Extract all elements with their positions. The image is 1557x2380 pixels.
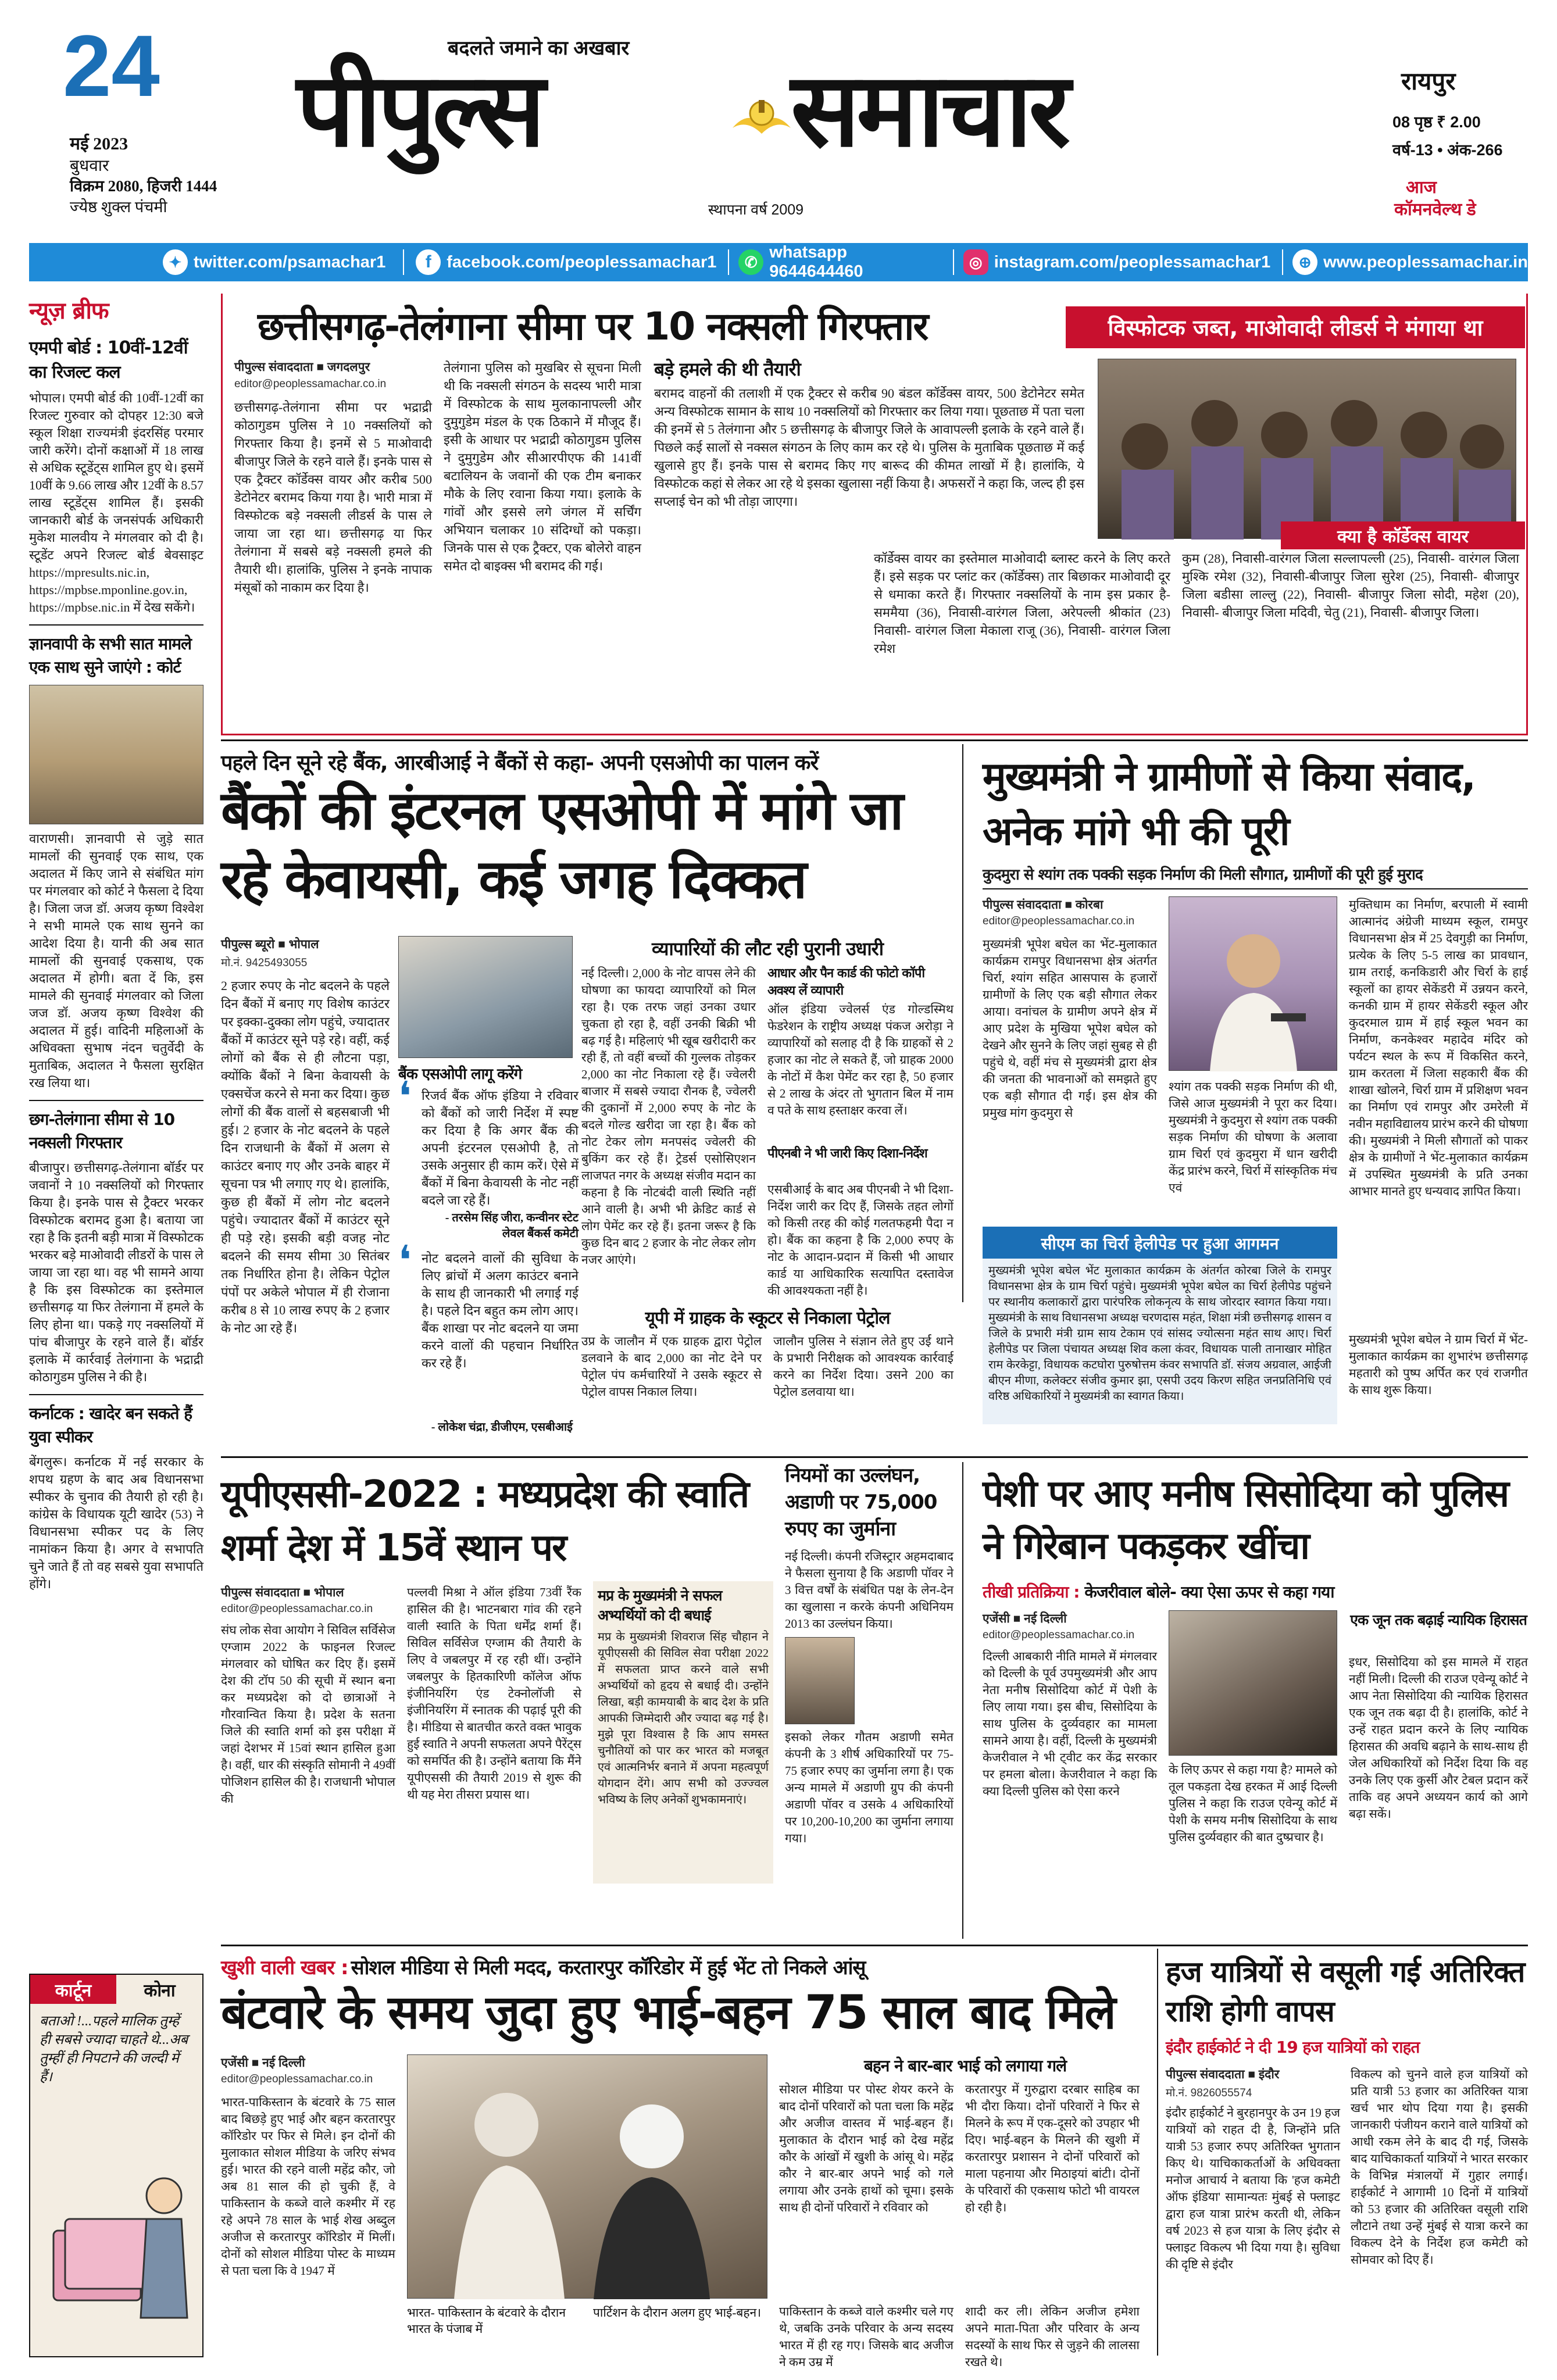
lead-col1: छत्तीसगढ़-तेलंगाना सीमा पर भद्राद्री कोठागुडम पुलिस ने 10 नक्सलियों को गिरफ्तार किया है। इनमें से 5 माओवादी बीजापुर जिले के रहने वाले हैं। इनके पास से एक ट्रैक्टर कॉर्डेक्स वायर और करीब 500 डेटोनेटर बरामद किया गया है। भारी मात्रा में विस्फोटक बड़े नक्सली लीडर्स के पास ले जाया जा रहा था। छत्तीसगढ़ या फिर तेलंगाना में सबसे बड़े नक्सली हमले की तैयारी थी। हालांकि, पुलिस ने इनके नापाक मंसूबों को नाकाम कर दिया है।	[234, 400, 432, 595]
divider	[221, 739, 1528, 741]
helipad-body: मुख्यमंत्री भूपेश बघेल भेंट मुलाकात कार्यक्रम के अंतर्गत कोरबा जिले के रामपुर विधानसभा क्षेत्र के ग्राम चिर्रा पहुंचे। मुख्यमंत्री भूपेश बघेल का चिर्रा हेलीपेड पहुंचने पर स्थानीय कलाकारों द्वारा पारंपरिक लोकनृत्य के साथ जोरदार स्वागत किया गया। मुख्यमंत्री के साथ विधानसभा अध्यक्ष चरणदास महंत, शिक्षा मंत्री छत्तीसगढ़ शासन व जिले के प्रभारी मंत्री ग्राम साय टेकाम एवं सांसद ज्योत्सना महंत साथ आए। चिर्रा हेलीपेड पर जिला पंचायत अध्यक्ष शिव कला कंवर, विधायक पाली तानाखार मोहित राम केरकेट्टा, विधायक कटघोरा पुरुषोत्तम कंवर सभापति डॉ. संजय अग्रवाल, आईजी बीएन मीणा, कलेक्टर संजीव कुमार झा, एसपी उदय किरण सहित जनप्रतिनिधि एवं वरिष्ठ अधिकारियों ने मुख्यमंत्री का स्वागत किया।	[988, 1264, 1331, 1403]
lead-col5: कुम (28), निवासी-वारंगल जिला सल्लापल्ली (25), निवासी- वारंगल जिला मुश्कि रमेश (32), निवासी-बीजापुर जिला सुरेश (25), निवासी- बीजापुर जिला बडीसा लाल्लु (22), निवासी- बीजापुर जिला सोदी, महेश (20), निवासी- बीजापुर जिला मदिवी, चेतु (21), निवासी- बीजापुर जिला।	[1182, 551, 1519, 620]
cm-headline: मुख्यमंत्री ने ग्रामीणों से किया संवाद, अनेक मांगे भी की पूरी	[983, 754, 1476, 855]
haj-deck: इंदौर हाईकोर्ट ने दी 19 हज यात्रियों को राहत	[1166, 2038, 1420, 2057]
divider	[962, 1462, 963, 1939]
news-brief-title: न्यूज़ ब्रीफ	[29, 298, 109, 324]
globe-icon: ⊕	[1292, 249, 1317, 275]
bank-counter-photo	[398, 936, 573, 1058]
cartoon-corner: कोना	[144, 1980, 175, 2001]
partition-col1: भारत-पाकिस्तान के बंटवारे के 75 साल बाद बिछड़े हुए भाई और बहन करतारपुर कॉरिडोर पर फिर से मिले। इन दोनों की मुलाकात सोशल मीडिया के जरिए संभव हुई। भारत की रहने वाली महेंद्र कौर, जो अब 81 साल की हो चुकी हैं, वे पाकिस्तान के कब्जे वाले कश्मीर में रह रहे अपने 78 साल के भाई शेख अब्दुल अजीज से करतारपुर कॉरिडोर में मिलीं। दोनों को सोशल मीडिया पोस्ट के माध्यम से पता चला कि वे 1947 में	[221, 2095, 395, 2278]
traders-body: नई दिल्ली। 2,000 के नोट वापस लेने की घोषणा का फायदा व्यापारियों को मिल रहा है। एक तरफ जहां उनका उधार चुकता हो रहा है, वहीं उनकी बिक्री भी बढ़ गई है। महिलाएं भी खूब खरीदारी कर रही हैं, तो वहीं बच्चों की गुल्लक तोड़कर 2,000 का नोट निकाला रहे हैं। ज्वेलरी बाजार में सबसे ज्यादा रौनक है, ज्वेलरी की दुकानों में 2,000 रुपए के नोट के बदले गोल्ड खरीदा जा रहा है। बैंक को नोट टेकर लोग मनपसंद ज्वेलरी की बुकिंग कर रहे हैं। ट्रेडर्स एसोसिएशन लाजपत नगर के अध्यक्ष संजीव मदान का कहना है कि नोटबंदी वाली स्थिति नहीं आने वाली है। अभी भी क्रेडिट कार्ड से लोग पेमेंट कर रहे हैं। इतना जरूर है कि कुछ दिन बाद 2 हजार के नोट लेकर लोग नजर आएंगे।	[581, 966, 756, 1267]
cm-col3: मुक्तिधाम का निर्माण, बरपाली में स्वामी आत्मानंद अंग्रेजी माध्यम स्कूल, रामपुर विधानसभा क्षेत्र में 25 देवगुड़ी का निर्माण, प्रत्येक के लिए 5-5 लाख का प्रावधान, ग्राम तराई, कनकिडारी और चिर्रा के हाई स्कूलों का हायर सेकेंडरी में उन्नयन करने, कनकी ग्राम में हायर सेकेंडरी स्कूल और कुदरमाल ग्राम में हाई स्कूल भवन का निर्माण, कनकेश्वर महादेव मंदिर को पर्यटन स्थल के रूप में विकसित करने, ग्राम करतला में जिला सहकारी बैंक की शाखा खोलने, चिर्रा ग्राम में प्रशिक्षण भवन का निर्माण एवं रामपुर और उमरेली में नवीन महाविद्यालय प्रारंभ करने की घोषणा की। मुख्यमंत्री ने मिली सौगातों को पाकर क्षेत्र के ग्रामीणों ने भेंट-मुलाकात कार्यक्रम में उपस्थित मुख्यमंत्री के प्रति उनका आभार मानते हुए धन्यवाद ज्ञापित किया।	[1349, 898, 1528, 1198]
bank-quote2-by: - लोकेश चंद्रा, डीजीएम, एसबीआई	[431, 1421, 573, 1434]
upsc-col2: पल्लवी मिश्रा ने ऑल इंडिया 73वीं रैंक हासिल की है। भाटनबारा गांव की रहने वाली स्वाति के पिता धर्मेंद्र शर्मा हैं। सिविल सर्विसेज एग्जाम की तैयारी के लिए वे जबलपुर में रह रही थीं। उन्होंने जबलपुर के हितकारिणी कॉलेज ऑफ इंजीनियरिंग एंड टेक्नोलॉजी से इंजीनियरिंग में स्नातक की पढ़ाई पूरी की है। मीडिया से बातचीत करते वक्त भावुक हुई स्वाति ने अपनी सफलता अपने पैरेंट्स को समर्पित की है। उन्होंने बताया कि मैंने यूपीएससी की तैयारी 2019 से शुरू की थी यह मेरा तीसरा प्रयास था।	[407, 1585, 581, 1802]
cartoon-label: कार्टून	[30, 1975, 116, 2004]
up-col1: उप्र के जालौन में एक ग्राहक द्वारा पेट्रोल डलवाने के बाद 2,000 का नोट देने पर पेट्रोल पंप कर्मचारियों ने उसके स्कूटर से पेट्रोल वापस निकाल लिया।	[581, 1334, 762, 1399]
bank-quote1: रिजर्व बैंक ऑफ इंडिया ने रविवार को बैंकों को जारी निर्देश में स्पष्ट कर दिया है कि अगर बैंक की अपनी इंटरनल एसओपी है, तो उसके अनुसार ही काम करें। ऐसे में बैंकों में बिना केवायसी के नोट नहीं बदले जा रहे हैं।	[422, 1088, 578, 1207]
haj-col2: विकल्प को चुनने वाले हज यात्रियों को प्रति यात्री 53 हजार का अतिरिक्त यात्रा खर्च भार थोप दिया गया है। इसकी जानकारी पंजीयन कराने वाले यात्रियों को आधी रकम लेने के बाद दी गई, जिसके बाद याचिकाकर्ता यात्रियों ने भारत सरकार के विभिन्न मंत्रालयों में गुहार लगाई। हाईकोर्ट ने आगामी 10 दिनों में यात्रियों को 53 हजार की अतिरिक्त वसूली राशि लौटाने तथा उन्हें मुंबई से यात्रा करने का विकल्प देने के निर्देश हज कमेटी को सोमवार को दिए हैं।	[1351, 2067, 1528, 2267]
cm-speaking-photo	[1169, 896, 1337, 1071]
jyeshtha-date: ज्येष्ठ शुक्ल पंचमी	[70, 198, 167, 216]
lead-byline: पीपुल्स संवाददाता ■ जगदलपुर	[234, 360, 370, 374]
partition-kicker	[221, 1953, 1151, 1980]
divider	[221, 1456, 1528, 1458]
partition-subhead: बहन ने बार-बार भाई को लगाया गले	[863, 2056, 1067, 2075]
upsc-email: editor@peoplessamachar.co.in	[221, 1603, 373, 1615]
traders-side2-body: एसबीआई के बाद अब पीएनबी ने भी दिशा-निर्देश जारी कर दिए हैं, जिसके तहत लोगों को किसी तरह की कोई गलतफहमी पैदा न हो। बैंक का कहना है कि 2,000 रुपए के नोट के आदान-प्रदान में किसी भी आधार कार्ड या आधिकारिक सत्यापित दस्तावेज की आवश्यकता नहीं है।	[767, 1182, 954, 1298]
lead-story	[221, 294, 1528, 735]
helipad-box	[983, 1227, 1337, 1424]
divider	[221, 1945, 1528, 1946]
varanasi-photo	[29, 685, 203, 824]
bank-headline: बैंकों की इंटरनल एसओपी में मांगे जा रहे केवायसी, कई जगह दिक्कत	[221, 780, 902, 910]
cm-col1: मुख्यमंत्री भूपेश बघेल का भेंट-मुलाकात कार्यक्रम रामपुर विधानसभा क्षेत्र अंतर्गत चिर्रा, श्यांग सहित आसपास के हजारों ग्रामीणों के लिए एक बड़ी सौगात लेकर आया। वनांचल के ग्रामीण अपने क्षेत्र में आए प्रदेश के मुखिया भूपेश बघेल को देखने और सुनने के लिए जहां सुबह से ही पहुंचे थे, वहीं मंच से मुख्यमंत्री द्वारा क्षेत्र की जनता की भावनाओं को समझते हुए एक बड़ी सौगात दी गई। इस क्षेत्र की प्रमुख मांग कुदमुरा से	[983, 937, 1157, 1120]
sisodia-side-headline: एक जून तक बढ़ाई न्यायिक हिरासत	[1350, 1611, 1527, 1628]
partition-col5: शादी कर ली। लेकिन अजीज हमेशा अपने माता-पिता और परिवार के अन्य सदस्यों के साथ फिर से जुड़ने की लालसा रखते थे।	[965, 2304, 1140, 2369]
upsc-side-box	[593, 1581, 773, 1884]
today-label: आज	[1406, 178, 1437, 197]
title-left: पीपुल्स	[297, 51, 542, 170]
kicker-label: खुशी वाली खबर :	[221, 1956, 348, 1979]
cm-col4: मुख्यमंत्री भूपेश बघेल ने ग्राम चिर्रा में भेंट-मुलाकात कार्यक्रम का शुभारंभ छत्तीसगढ़ महतारी को पुष्प अर्पित कर एवं राजगीत के साथ शुरू किया।	[1349, 1332, 1528, 1397]
instagram-link[interactable]: instagram.com/peoplessamachar1	[994, 252, 1271, 271]
bank-photo-caption: बैंक एसओपी लागू करेंगे	[398, 1066, 522, 1083]
vikram-date: विक्रम 2080, हिजरी 1444	[70, 177, 217, 195]
cm-deck: कुदमुरा से श्यांग तक पक्की सड़क निर्माण की मिली सौगात, ग्रामीणों की पूरी हुई मुराद	[983, 866, 1423, 884]
adani-story	[785, 1462, 954, 1939]
social-bar-content	[29, 243, 1528, 281]
divider	[962, 744, 963, 1302]
sisodia-photo	[1169, 1610, 1337, 1756]
whatsapp-icon: ✆	[738, 249, 763, 275]
brief-4-headline: कर्नाटक : खादेर बन सकते हैं युवा स्पीकर	[29, 1404, 192, 1446]
lead-col2: तेलंगाना पुलिस को मुखबिर से सूचना मिली थी कि नक्सली संगठन के सदस्य भारी मात्रा में विस्फोटक के साथ मुलकानापल्ली और दुमुगुडेम मंडल के एक ठिकाने में मौजूद हैं। इसी के आधार पर भद्राद्री कोठागुडम पुलिस ने दुमुगुडेम और सीआरपीएफ की 141वीं बटालियन के जवानों की एक टीम बनाकर मौके के लिए रवाना किया गया। इलाके के गांवों और इससे लगे जंगल में सर्चिंग अभियान चलाकर 10 संदिग्धों को पकड़ा। जिनके पास से एक ट्रैक्टर, एक बोलेरो वाहन समेत दो बाइक्स भी बरामद की गई।	[444, 360, 641, 573]
partition-col3: करतारपुर में गुरुद्वारा दरबार साहिब का भी दौरा किया। दोनों परिवारों ने फिर से मिलने के रूप में एक-दूसरे को उपहार भी दिए। भाई-बहन के मिलने की खुशी में करतारपुर प्रशासन ने दोनों परिवारों को माला पहनाया और मिठाइयां बांटी। दोनों के परिवारों की एकसाथ फोटो भी वायरल हो रही है।	[965, 2082, 1140, 2214]
sisodia-col2: के लिए ऊपर से कहा गया है? मामले को तूल पकड़ता देख हरकत में आई दिल्ली पुलिस ने कहा कि राउज एवेन्यू कोर्ट में पेशी के समय मनीष सिसोदिया के साथ पुलिस दुर्व्यवहार की बात दुष्प्रचार है।	[1169, 1763, 1337, 1844]
sisodia-email: editor@peoplessamachar.co.in	[983, 1629, 1135, 1641]
traders-headline: व्यापारियों की लौट रही पुरानी उधारी	[651, 938, 883, 960]
up-headline: यूपी में ग्राहक के स्कूटर से निकाला पेट्रोल	[645, 1308, 890, 1328]
title-right: समाचार	[791, 51, 1067, 170]
siblings-reunion-photo	[407, 2054, 767, 2299]
haj-mobile: मो.नं. 9826055574	[1166, 2087, 1252, 2099]
arrested-naxals-photo	[1098, 359, 1516, 539]
haj-col1: इंदौर हाईकोर्ट ने बुरहानपुर के उन 19 हज यात्रियों को राहत दी है, जिन्होंने प्रति यात्री 53 हजार रुपए अतिरिक्त भुगतान किए थे। याचिकाकर्ताओं के अधिवक्ता मनोज आचार्य ने बताया कि 'हज कमेटी ऑफ इंडिया' सामान्यतः मुंबई से फ्लाइट द्वारा हज यात्रा प्रारंभ करती थी, लेकिन वर्ष 2023 से हज यात्रा के लिए इंदौर से फ्लाइट विकल्प भी दिया गया है। सुविधा की दृष्टि से इंदौर	[1166, 2106, 1340, 2271]
divider	[29, 1100, 203, 1101]
cm-figure	[1169, 897, 1338, 1071]
reaction-label: तीखी प्रतिक्रिया :	[983, 1582, 1080, 1602]
tagline: बदलते जमाने का अखबार	[448, 37, 630, 59]
sisodia-side-body: इधर, सिसोदिया को इस मामले में राहत नहीं मिली। दिल्ली की राउज एवेन्यू कोर्ट ने आप नेता सिसोदिया की न्यायिक हिरासत एक जून तक बढ़ा दी है। हालांकि, कोर्ट ने उन्हें राहत प्रदान करने के लिए न्यायिक हिरासत की अवधि बढ़ाने के साथ-साथ ही जेल अधिकारियों को निर्देश दिया कि वह उनके लिए एक कुर्सी और टेबल प्रदान करें ताकि वह अपने अध्ययन कार्य को आगे बढ़ा सकें।	[1349, 1655, 1528, 1821]
haj-headline: हज यात्रियों से वसूली गई अतिरिक्त राशि होगी वापस	[1166, 1955, 1525, 2028]
quote-mark-icon: ❛	[398, 1239, 412, 1284]
adani-photo	[785, 1637, 855, 1724]
web-link[interactable]: www.peoplessamachar.in	[1323, 252, 1528, 271]
whatsapp-link[interactable]: whatsapp 9644644460	[769, 243, 863, 281]
founded: स्थापना वर्ष 2009	[708, 202, 804, 218]
sisodia-reaction	[983, 1581, 1528, 1603]
bank-quote2: नोट बदलने वालों की सुविधा के लिए ब्रांचों में अलग काउंटर बनाने के साथ ही जानकारी भी लगाई गई है। पहले दिन बहुत कम लोग आए। बैंक शाखा पर नोट बदलने या जमा करने वालों की पहचान निर्धारित कर रहे हैं।	[422, 1251, 578, 1370]
upsc-col1: संघ लोक सेवा आयोग ने सिविल सर्विसेज एग्जाम 2022 के फाइनल रिजल्ट मंगलवार को घोषित कर दिए हैं। इसमें देश की टॉप 50 की सूची में स्थान बना कर मध्यप्रदेश को दो छात्राओं ने गौरवान्वित किया है। प्रदेश के सतना जिले की स्वाति शर्मा को इस परीक्षा में जहां देशभर में 15वां स्थान हासिल हुआ है। वहीं, धार की संस्कृति सोमानी ने 49वीं पोजिशन हासिल की है। राजधानी भोपाल की	[221, 1623, 395, 1806]
lead-email: editor@peoplessamachar.co.in	[234, 378, 387, 390]
partition-story	[221, 1949, 1151, 2369]
sisodia-story	[971, 1462, 1528, 1939]
cm-col2: श्यांग तक पक्की सड़क निर्माण की थी, जिसे आज मुख्यमंत्री ने पूरा कर दिया। मुख्यमंत्री ने कुदमुरा से श्यांग तक पक्की सड़क निर्माण की घोषणा के अलावा ग्राम चिर्रा एवं कुदमुरा में धान खरीदी केंद्र प्रारंभ करने, चिर्रा में सांस्कृतिक मंच एवं	[1169, 1080, 1337, 1195]
haj-byline: पीपुल्स संवाददाता ■ इंदौर	[1166, 2068, 1280, 2081]
upsc-byline: पीपुल्स संवाददाता ■ भोपाल	[221, 1586, 344, 1599]
divider	[983, 888, 1528, 889]
reunion-figures	[408, 2055, 768, 2299]
twitter-icon: ✦	[163, 249, 188, 275]
cartoon-drawing	[42, 2143, 191, 2347]
up-col2: जालौन पुलिस ने संज्ञान लेते हुए उर्ई थाने के प्रभारी निरीक्षक को आवश्यक कार्रवाई करने का निर्देश दिया। उसने 200 का पेट्रोल डलवाया था।	[773, 1334, 954, 1399]
pages-price: 08 पृष्ठ ₹ 2.00	[1392, 113, 1481, 131]
partition-email: editor@peoplessamachar.co.in	[221, 2073, 373, 2085]
traders-side-headline: आधार और पैन कार्ड की फोटो कॉपी अवश्य लें व्यापारी	[767, 966, 925, 998]
instagram-icon: ◎	[963, 249, 988, 275]
photo-caption1: पार्टिशन के दौरान अलग हुए भाई-बहन।	[593, 2306, 762, 2320]
traders-side-body: ऑल इंडिया ज्वेलर्स एंड गोल्डस्मिथ फेडरेशन के राष्ट्रीय अध्यक्ष पंकज अरोड़ा ने व्यापारियों को सलाह दी है कि ग्राहकों से 2 हजार का नोट ले सकते हैं, जो ग्राहक 2000 के नोटों में कैश पेमेंट कर रहा है, 50 हजार से 2 लाख के अंदर तो भुगतान बिल में नाम व पते के साथ हस्ताक्षर करवा लें।	[767, 1002, 954, 1117]
upsc-story	[221, 1462, 773, 1939]
adani-body1: नई दिल्ली। कंपनी रजिस्ट्रार अहमदाबाद ने फैसला सुनाया है कि अडाणी पॉवर ने 3 वित्त वर्षों के संबंधित पक्ष के लेन-देन का खुलासा न करके कंपनी अधिनियम 2013 का उल्लंघन किया।	[785, 1549, 954, 1631]
quote-mark-icon: ❛	[398, 1075, 412, 1120]
photo-caption0: भारत- पाकिस्तान के बंटवारे के दौरान भारत के पंजाब में	[407, 2306, 566, 2336]
cm-story	[971, 744, 1528, 1448]
year-issue: वर्ष-13 • अंक-266	[1392, 141, 1503, 159]
emblem-icon	[730, 87, 794, 151]
bank-quote1-by: - तरसेम सिंह जीरा, कन्वीनर स्टेट लेवल बैंकर्स कमेटी	[445, 1212, 578, 1240]
kicker-text: सोशल मीडिया से मिली मदद, करतारपुर कॉरिडोर में हुई भेंट तो निकले आंसू	[351, 1956, 866, 1979]
traders-side2-headline: पीएनबी ने भी जारी किए दिशा-निर्देश	[767, 1146, 927, 1161]
helipad-headline: सीएम का चिर्रा हेलीपेड पर हुआ आगमन	[983, 1228, 1337, 1259]
sisodia-col1: दिल्ली आबकारी नीति मामले में मंगलवार को दिल्ली के पूर्व उपमुख्यमंत्री और आप नेता मनीष सिसोदिया कोर्ट में पेशी के लिए लाया गया। इस बीच, सिसोदिया के साथ पुलिस के दुर्व्यवहार का मामला सामने आया है। वहीं, दिल्ली के मुख्यमंत्री केजरीवाल ने भी ट्वीट कर केंद्र सरकार पर हमला बोला। केजरीवाल ने कहा कि क्या दिल्ली पुलिस को ऐसा करने	[983, 1649, 1157, 1798]
brief-4-body: बेंगलुरू। कर्नाटक में नई सरकार के शपथ ग्रहण के बाद अब विधानसभा स्पीकर के चुनाव की तैयारी हो रही है। कांग्रेस के विधायक यूटी खादेर (53) ने विधानसभा स्पीकर पद के लिए नामांकन किया है। अगर वे सभापति चुने जाते हैं तो वह सबसे युवा सभापति होंगे।	[29, 1455, 203, 1591]
divider	[29, 1394, 203, 1395]
cartoon-text: बताओ !...पहले मालिक तुम्हें ही सबसे ज्यादा चाहते थे...अब तुम्हीं ही निपटाने की जल्दी में हैं।	[40, 2014, 188, 2085]
brief-2-body: वाराणसी। ज्ञानवापी से जुड़े सात मामलों की सुनवाई एक साथ, एक अदालत में किए जाने से संबंधित मांग पर मंगलवार को कोर्ट ने फैसला दे दिया है। जिला जज डॉ. अजय कृष्ण विश्वेश ने सभी मामले एक साथ सुनने का आदेश दिया है। यानी की अब सात मामलों की सुनवाई एकसाथ, एक अदालत में होगी। बता दें कि, इस मामले की सुनवाई मंगलवार को जिला जज डॉ. अजय कृष्ण विश्वेश की अदालत में हुई। वादिनी महिलाओं के अधिवक्ता सुभाष नंदन चतुर्वेदी के मुताबिक, अदालत ने फैसला सुरक्षित रख लिया था।	[29, 831, 203, 1090]
up-petrol-story	[581, 1305, 954, 1450]
traders-story	[581, 936, 954, 1298]
divider	[1157, 1949, 1158, 2356]
lead-subhead: बड़े हमले की थी तैयारी	[654, 358, 801, 380]
lead-tag: विस्फोटक जब्त, माओवादी लीडर्स ने मंगाया था	[1066, 306, 1525, 348]
brief-3-body: बीजापुर। छत्तीसगढ़-तेलंगाना बॉर्डर पर जवानों ने 10 नक्सलियों को गिरफ्तार किया है। इनके पास से ट्रैक्टर भरकर विस्फोटक बरामद हुआ है। बताया जा रहा है कि इतनी बड़ी मात्रा में विस्फोटक भरकर बड़े माओवादी लीडरों के पास ले जाया जा रहा था। वह भी सामने आया है कि इस विस्फोटक का इस्तेमाल छत्तीसगढ़ या फिर तेलंगाना में हमले के लिए होना था। पकड़े गए नक्सलियों में पांच बीजापुर के रहने वाले हैं। बॉर्डर इलाके में कार्रवाई तेलंगाना के भद्राद्री कोठागुडम पुलिस ने की है।	[29, 1160, 203, 1384]
bank-mobile: मो.नं. 9425493055	[221, 957, 308, 969]
upsc-headline: यूपीएससी-2022 : मध्यप्रदेश की स्वाति शर्मा देश में 15वें स्थान पर	[221, 1473, 749, 1570]
divider	[1282, 249, 1283, 275]
bank-col1: 2 हजार रुपए के नोट बदलने के पहले दिन बैंकों में बनाए गए विशेष काउंटर पर इक्का-दुक्का लोग पहुंचे, ज्यादातर बैंकों में काउंटर सूने पड़े रहे। वहीं, कई लोगों को बैंक से ही लौटना पड़ा, क्योंकि बैंकों ने बिना केवायसी के एक्सचेंज करने से मना कर दिया। कुछ लोगों की बैंक वालों से बहसबाजी भी हुई। 2 हजार के नोट बदलने के पहले दिन राजधानी के बैंकों में अलग से काउंटर बनाए गए और उनके बाहर में सूचना पत्र भी लगाए गए थे। हालांकि, कुछ ही बैंकों में लोग नोट बदलने पहुंचे। ज्यादातर बैंकों में काउंटर सूने ही पड़े रहे। इसकी बड़ी वजह नोट बदलने की समय सीमा 30 सितंबर तक निर्धारित होना है। लेकिन पेट्रोल पंपों पर अकेले भोपाल में ही रोजाना करीब 8 से 10 लाख रुपए के 2 हजार के नोट आ रहे हैं।	[221, 978, 390, 1335]
brief-3-headline: छग-तेलंगाना सीमा से 10 नक्सली गिरफ्तार	[29, 1110, 175, 1152]
cm-byline: पीपुल्स संवाददाता ■ कोरबा	[983, 898, 1104, 912]
sisodia-byline: एजेंसी ■ नई दिल्ली	[983, 1612, 1067, 1625]
bank-kicker: पहले दिन सूने रहे बैंक, आरबीआई ने बैंकों से कहा- अपनी एसओपी का पालन करें	[221, 751, 819, 775]
divider	[728, 249, 729, 275]
twitter-link[interactable]: twitter.com/psamachar1	[193, 252, 386, 271]
reaction-text: केजरीवाल बोले- क्या ऐसा ऊपर से कहा गया	[1084, 1582, 1334, 1602]
upsc-side-body: मप्र के मुख्यमंत्री शिवराज सिंह चौहान ने यूपीएससी की सिविल सेवा परीक्षा 2022 में सफलता प्राप्त करने वाले सभी अभ्यर्थियों को हृदय से बधाई दी। उन्होंने लिखा, बड़ी कामयाबी के बाद देश के प्रति आपकी जिम्मेदारी और ज्यादा बढ़ गई है। मुझे पूरा विश्वास है कि आप समस्त चुनौतियों को पार कर भारत को मजबूत एवं आत्मनिर्भर बनाने में अपना महत्वपूर्ण योगदान देंगे। आप सभी को उज्ज्वल भविष्य के लिए अनेकों शुभकामनाएं।	[598, 1631, 769, 1806]
haj-story	[1166, 1949, 1528, 2361]
sisodia-headline: पेशी पर आए मनीष सिसोदिया को पुलिस ने गिरेबान पकड़कर खींचा	[983, 1473, 1509, 1568]
partition-col2: सोशल मीडिया पर पोस्ट शेयर करने के बाद दोनों परिवारों को पता चला कि महेंद्र और अजीज वास्तव में भाई-बहन हैं। मुलाकात के दौरान भाई को देख महेंद्र कौर के आंखों में खुशी के आंसू थे। महेंद्र कौर ने बार-बार अपने भाई को गले लगाया और उनके हाथों को चूमा। इसके साथ ही दोनों परिवारों ने रविवार को	[779, 2082, 954, 2214]
lead-col3: बरामद वाहनों की तलाशी में एक ट्रैक्टर से करीब 90 बंडल कॉर्डेक्स वायर, 500 डेटोनेटर समेत अन्य विस्फोटक सामान के साथ 10 नक्सलियों को गिरफ्तार कर लिया गया। पूछताछ में पता चला की इनमें से 5 तेलंगाना और 5 छत्तीसगढ़ के बीजापुर जिले के आवापल्ली इलाके के रहने वाले हैं। पिछले कई सालों से नक्सल संगठन के लिए काम कर रहे थे। पुलिस के मुताबिक पूछताछ में कई खुलासे हुए हैं। इनके पास से बरामद किए गए बारूद की कीमत लाखों में है। हालांकि, ये विस्फोटक कहां से लेकर आ रहे थे इसका खुलासा नहीं किया है। अफसरों ने कहा कि, जल्द ही इस सप्लाई चेन को भी तोड़ा जाएगा।	[654, 386, 1084, 509]
brief-1-headline: एमपी बोर्ड : 10वीं-12वीं का रिजल्ट कल	[29, 338, 188, 383]
weekday: बुधवार	[70, 157, 109, 175]
lead-col4: कॉर्डेक्स वायर का इस्तेमाल माओवादी ब्लास्ट करने के लिए करते हैं। इसे सड़क पर प्लांट कर (कॉर्डेक्स) तार बिछाकर माओवादी दूर से धमाका करते हैं। गिरफ्तार नक्सलियों के नाम इस प्रकार है- सममैया (36), निवासी-वारंगल जिला, अरेपल्ली श्रीकांत (23) निवासी- वारंगल जिला मेकाला राजू (36), निवासी- वारंगल जिला रमेश	[874, 551, 1170, 656]
photo-caption-cordex: क्या है कॉर्डेक्स वायर	[1281, 521, 1525, 549]
cartoon-box	[29, 1974, 203, 2357]
partition-byline: एजेंसी ■ नई दिल्ली	[221, 2056, 305, 2070]
adani-headline: नियमों का उल्लंघन, अडाणी पर 75,000 रुपए का जुर्माना	[785, 1464, 937, 1541]
partition-headline: बंटवारे के समय जुदा हुए भाई-बहन 75 साल बाद मिले	[221, 1985, 1115, 2039]
facebook-link[interactable]: facebook.com/peoplessamachar1	[447, 252, 717, 271]
divider	[953, 249, 954, 275]
today-value: कॉमनवेल्थ डे	[1394, 200, 1476, 219]
divider	[29, 624, 203, 626]
upsc-side-headline: मप्र के मुख्यमंत्री ने सफल अभ्यर्थियों को दी बधाई	[598, 1587, 722, 1624]
masthead	[0, 0, 1557, 259]
facebook-icon: f	[416, 249, 441, 275]
city: रायपुर	[1401, 67, 1456, 95]
date-month-year: मई 2023	[70, 134, 128, 153]
bank-byline: पीपुल्स ब्यूरो ■ भोपाल	[221, 938, 319, 951]
group-photo-figures	[1098, 359, 1517, 539]
divider	[403, 249, 404, 275]
date-day: 24	[63, 17, 160, 115]
partition-col4: पाकिस्तान के कब्जे वाले कश्मीर चले गए थे, जबकि उनके परिवार के अन्य सदस्य भारत में ही रह गए। जिसके बाद अजीज ने कम उम्र में	[779, 2304, 954, 2369]
brief-2-headline: ज्ञानवापी के सभी सात मामले एक साथ सुने जाएंगे : कोर्ट	[29, 634, 191, 677]
adani-body2: इसको लेकर गौतम अडाणी समेत कंपनी के 3 शीर्ष अधिकारियों पर 75-75 हजार रुपए का जुर्माना लगा है। एक अन्य मामले में अडाणी ग्रुप की कंपनी अडाणी पॉवर व उसके 4 अधिकारियों पर 10,200-10,200 का जुर्माना लगाया गया।	[785, 1730, 954, 1845]
cm-email: editor@peoplessamachar.co.in	[983, 915, 1135, 927]
brief-1-body: भोपाल। एमपी बोर्ड की 10वीं-12वीं का रिजल्ट गुरुवार को दोपहर 12:30 बजे स्कूल शिक्षा राज्यमंत्री इंदरसिंह परमार जारी करेंगे। दोनों कक्षाओं में 18 लाख से अधिक स्टूडेंट्स शामिल हुए थे। इसमें 10वीं के 9.66 लाख और 12वीं के 8.57 लाख स्टूडेंट्स शामिल हैं। इसकी जानकारी बोर्ड के जनसंपर्क अधिकारी मुकेश मालवीय ने मंगलवार को दी है। स्टूडेंट अपने रिजल्ट बोर्ड बेवसाइट https://mpresults.nic.in, https://mpbse.mponline.gov.in, https://mpbse.nic.in में देख सकेंगे।	[29, 391, 203, 614]
lead-headline: छत्तीसगढ़-तेलंगाना सीमा पर 10 नक्सली गिरफ्तार	[258, 304, 928, 349]
